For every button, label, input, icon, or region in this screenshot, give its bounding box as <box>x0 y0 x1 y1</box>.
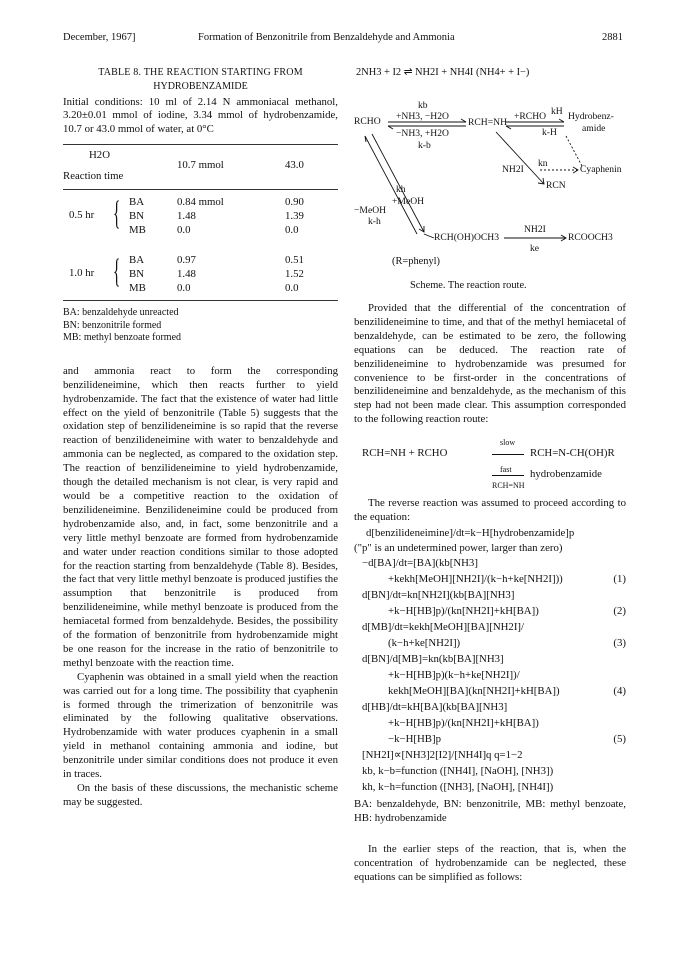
left-column <box>63 66 338 810</box>
table-value: 0.84 mmol <box>177 196 224 209</box>
table-header-rule <box>63 189 338 190</box>
table-bottom-rule <box>63 300 338 301</box>
legend-item: MB: methyl benzoate formed <box>63 332 182 344</box>
route-arrow-2 <box>492 475 524 476</box>
equation-3b: (k−h+ke[NH2I]) <box>388 636 461 649</box>
equation-2a: d[BN]/dt=kn[NH2I](kb[BA][NH3] <box>362 588 515 601</box>
equation-5a: d[HB]/dt=kH[BA](kb[BA][NH3] <box>362 700 508 713</box>
left-paragraph-3: On the basis of these discussions, the mechanistic scheme may be suggested. <box>63 782 338 808</box>
equation-p-note: ("p" is an undetermined power, larger than zero) <box>354 541 563 554</box>
scheme-kh-small: kh <box>396 184 406 195</box>
scheme-amide: amide <box>582 123 606 134</box>
table-label: BA <box>129 196 144 209</box>
table-header <box>63 145 338 181</box>
scheme-k-h: k-H <box>542 127 557 138</box>
equation-2-number: (2) <box>613 604 626 617</box>
scheme-kb: kb <box>418 100 428 111</box>
scheme-plus-nh3: +NH3, −H2O <box>396 111 449 122</box>
equation-block <box>354 527 626 843</box>
left-paragraph-2: Cyaphenin was obtained in a small yield when the reaction was carried out for a long time. The possibility that cyaphenin is formed through the trimerization of benzonitrile was eliminated by the following qualitative observations. Hydrobenzamide with water produces cyaphenin in a small yield in methanol containing ammonia and iodine, but benzonitrile under similar conditions does not produce it even in traces. <box>63 670 338 781</box>
scheme-top-equation: 2NH3 + I2 ⇌ NH2I + NH4I (NH4+ + I−) <box>356 67 530 78</box>
scheme-ke: ke <box>530 243 540 254</box>
header-title: Formation of Benzonitrile from Benzaldehyde and Ammonia <box>198 32 455 43</box>
route-fast-sub: RCH=NH <box>492 481 525 491</box>
route-fast: fast <box>500 465 512 475</box>
equation-1b: +kekh[MeOH][NH2I]/(k−h+ke[NH2I])) <box>388 572 563 585</box>
equation-2b: +k−H[HB]p)/(kn[NH2I]+kH[BA]) <box>388 604 539 617</box>
table-group-1 <box>63 252 338 300</box>
reaction-scheme <box>354 66 626 276</box>
route-right: RCH=N-CH(OH)R <box>530 447 615 460</box>
scheme-nh2i-2: NH2I <box>524 224 546 235</box>
table-label: BN <box>129 210 144 223</box>
equation-reverse: d[benzilideneimine]/dt=k−H[hydrobenzamide]p <box>366 526 575 539</box>
table-label: MB <box>129 282 146 295</box>
table-value: 1.39 <box>285 210 304 223</box>
table-value: 0.0 <box>285 282 299 295</box>
table-value: 0.0 <box>285 224 299 237</box>
table-col-h2o: H2O <box>89 149 110 162</box>
scheme-k-b: k-b <box>418 140 431 151</box>
table-caption-2: HYDROBENZAMIDE <box>153 80 248 92</box>
scheme-kn: kn <box>538 158 548 169</box>
table-time: 0.5 hr <box>69 209 95 222</box>
table-value: 0.97 <box>177 254 196 267</box>
equation-1a: −d[BA]/dt=[BA](kb[NH3] <box>362 556 478 569</box>
table-value: 0.51 <box>285 254 304 267</box>
equation-3-number: (3) <box>613 636 626 649</box>
table-value: 1.52 <box>285 268 304 281</box>
table-caption: TABLE 8. THE REACTION STARTING FROM <box>98 67 303 78</box>
equation-5-number: (5) <box>613 732 626 745</box>
brace-glyph: { <box>113 195 121 233</box>
right-paragraph-1: Provided that the differential of the concentration of benzilideneimine to time, and that of the methyl hemiacetal of benzaldehyde, can be estimated to be zero, the following equations can be deduced. The reaction rate of benzilideneimine to hydrobenzamide was presumed for convenience to be first-order in the concentrations of benzilideneimine and benzaldehyde, as the mechanism of this step had not been made clear. This assumption corresponded to the following reaction route: <box>354 302 626 426</box>
equation-4-number: (4) <box>613 684 626 697</box>
table-col-reaction-time: Reaction time <box>63 170 124 183</box>
right-paragraph-3: In the earlier steps of the reaction, that is, when the concentration of hydrobenzamide can be neglected, these equations can be simplified as follows: <box>354 842 626 883</box>
scheme-k-h-small: k-h <box>368 216 381 227</box>
scheme-hemiacetal: RCH(OH)OCH3 <box>434 232 500 243</box>
scheme-cyaphenin: Cyaphenin <box>580 164 622 175</box>
scheme-rcooch3: RCOOCH3 <box>568 232 613 243</box>
route-left: RCH=NH + RCHO <box>362 447 448 460</box>
table-label: BA <box>129 254 144 267</box>
scheme-minus-meoh: −MeOH <box>354 205 387 216</box>
legend-item: BN: benzonitrile formed <box>63 319 162 331</box>
table-legend <box>63 307 338 345</box>
equation-6: [NH2I]∝[NH3]2[I2]/[NH4I]q q=1−2 <box>362 748 523 761</box>
scheme-rcho: RCHO <box>354 116 381 127</box>
equation-4a: d[BN]/d[MB]=kn(kb[BA][NH3] <box>362 652 504 665</box>
scheme-nh2i: NH2I <box>502 164 524 175</box>
route-product: hydrobenzamide <box>530 468 602 481</box>
abbreviations: BA: benzaldehyde, BN: benzonitrile, MB: methyl benzoate, HB: hydrobenzamide <box>354 797 626 824</box>
scheme-kh: kH <box>551 106 563 117</box>
equation-5c: −k−H[HB]p <box>388 732 441 745</box>
table-label: BN <box>129 268 144 281</box>
right-paragraph-2: The reverse reaction was assumed to proceed according to the equation: <box>354 497 626 524</box>
header-date: December, 1967] <box>63 32 136 43</box>
equation-8: kh, k−h=function ([NH3], [NaOH], [NH4I]) <box>362 780 554 793</box>
table-col-10: 10.7 mmol <box>177 159 224 172</box>
right-column <box>354 302 626 885</box>
route-slow: slow <box>500 438 516 448</box>
table-value: 0.0 <box>177 224 191 237</box>
table-value: 0.90 <box>285 196 304 209</box>
scheme-plus-meoh: +MeOH <box>392 196 425 207</box>
brace-glyph: { <box>113 253 121 291</box>
equation-4b: +k−H[HB]p)(k−h+ke[NH2I])/ <box>388 668 520 681</box>
scheme-plus-rcho: +RCHO <box>514 111 547 122</box>
equation-5b: +k−H[HB]p)/(kn[NH2I]+kH[BA]) <box>388 716 539 729</box>
equation-1-number: (1) <box>613 572 626 585</box>
reaction-route <box>354 433 626 491</box>
scheme-r-note: (R=phenyl) <box>392 256 440 267</box>
table-group-0 <box>63 194 338 252</box>
scheme-caption: Scheme. The reaction route. <box>410 280 527 291</box>
scheme-minus-nh3: −NH3, +H2O <box>396 128 449 139</box>
equation-3a: d[MB]/dt=kekh[MeOH][BA][NH2I]/ <box>362 620 525 633</box>
route-arrow-1 <box>492 454 524 455</box>
scheme-rcn: RCN <box>546 180 566 191</box>
table-initial-conditions: Initial conditions: 10 ml of 2.14 N ammoniacal methanol, 3.20±0.01 mmol of iodine, 3.34 mmol of hydrobenzamide, 10.7 or 43.0 mmol of water, at 0°C <box>63 95 338 135</box>
table-label: MB <box>129 224 146 237</box>
table-time: 1.0 hr <box>69 267 95 280</box>
equation-7: kb, k−b=function ([NH4I], [NaOH], [NH3]) <box>362 764 554 777</box>
equation-4c: kekh[MeOH][BA](kn[NH2I]+kH[BA]) <box>388 684 560 697</box>
table-value: 0.0 <box>177 282 191 295</box>
legend-item: BA: benzaldehyde unreacted <box>63 307 179 319</box>
header-page-number: 2881 <box>602 32 623 43</box>
table-value: 1.48 <box>177 210 196 223</box>
scheme-hydrobenz: Hydrobenz- <box>568 111 614 122</box>
table-col-43: 43.0 <box>285 159 304 172</box>
table-value: 1.48 <box>177 268 196 281</box>
left-paragraph-1: and ammonia react to form the corresponding benzilideneimine, which then reacts further to yield hydrobenzamide. The fact that the existence of water had little effect on the yield of benzonitrile (Table 5) suggests that the oxidation step of benzilideneimine is so rapid that the reverse reaction of benzilideneimine with water to benzaldehyde and ammonia can be neglected, as compared to the oxidation step. The reaction of benzilideneimine to yield hydrobenzamide, though the detailed mechanism is not clear, is very rapid and would be a competitive reaction to the oxidation of benzilideneimine. Benzilideneimine could be produced from hydrobenzamide also, and, in fact, some benzonitrile and a very little methyl benzoate are formed from hydrobenzamide and water under reaction conditions similar to those adopted for the reaction starting from benzaldehyde (Table 8). Besides, the fact that very little methyl benzoate is produced justifies the assumption that benzonitrile is produced from benzilideneimine, while methyl benzoate is produced from the hemiacetal formed from benzaldehyde. Besides, the possibility of the formation of benzonitrile from hydrobenzamide might be one reason for the increase in the ratio of benzonitrile to methyl benzoate with the reaction time. <box>63 364 338 669</box>
scheme-rchnh: RCH=NH <box>468 117 507 128</box>
